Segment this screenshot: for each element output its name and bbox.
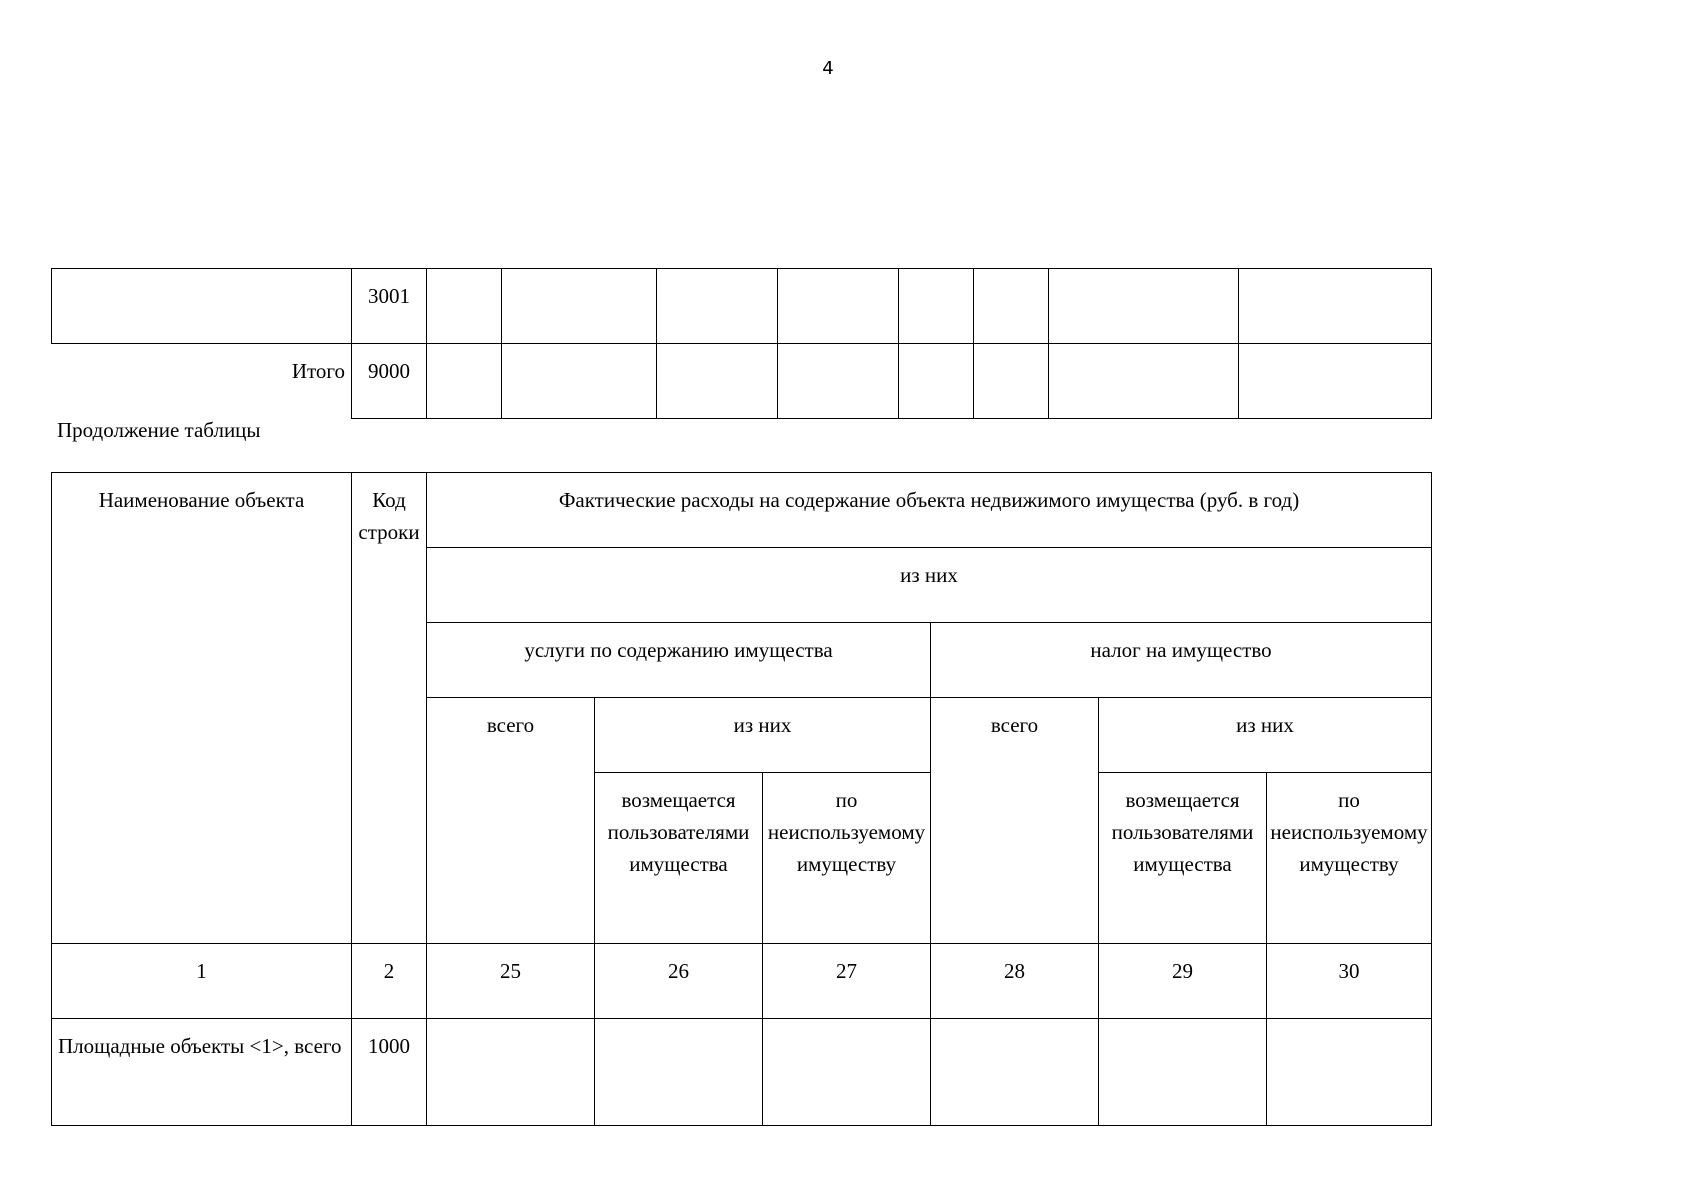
column-number: 27	[763, 944, 931, 1019]
header-tax-of-which: из них	[1099, 698, 1432, 773]
continuation-label: Продолжение таблицы	[57, 418, 261, 442]
header-services-reimbursed: возмещается пользователями имущества	[595, 773, 763, 944]
total-code-cell: 9000	[352, 344, 427, 419]
column-number: 29	[1099, 944, 1267, 1019]
table-row	[52, 1019, 1432, 1126]
total-row	[52, 344, 1432, 419]
header-tax-unused: по неиспользуемому имуществу	[1267, 773, 1432, 944]
object-name-cell	[52, 269, 352, 344]
column-numbers-row	[52, 944, 1432, 1019]
total-label-cell: Итого	[52, 344, 352, 419]
header-services-total: всего	[427, 698, 595, 944]
column-number: 2	[352, 944, 427, 1019]
header-of-which: из них	[427, 548, 1432, 623]
line-code-cell: 3001	[352, 269, 427, 344]
column-number: 28	[931, 944, 1099, 1019]
column-number: 30	[1267, 944, 1432, 1019]
expenses-table	[51, 472, 1432, 1126]
header-tax-total: всего	[931, 698, 1099, 944]
line-code-cell: 1000	[352, 1019, 427, 1126]
column-number: 1	[52, 944, 352, 1019]
header-tax-reimbursed: возмещается пользователями имущества	[1099, 773, 1267, 944]
header-maintenance-services: услуги по содержанию имущества	[427, 623, 931, 698]
header-property-tax: налог на имущество	[931, 623, 1432, 698]
column-number: 26	[595, 944, 763, 1019]
header-services-unused: по неиспользуемому имуществу	[763, 773, 931, 944]
header-services-of-which: из них	[595, 698, 931, 773]
header-line-code: Код строки	[352, 473, 427, 944]
page-number: 4	[822, 58, 834, 79]
top-table-fragment	[51, 268, 1432, 419]
header-object-name: Наименование объекта	[52, 473, 352, 944]
object-name-cell: Площадные объекты <1>, всего	[52, 1019, 352, 1126]
table-row	[52, 269, 1432, 344]
column-number: 25	[427, 944, 595, 1019]
header-actual-expenses: Фактические расходы на содержание объекта недвижимого имущества (руб. в год)	[427, 473, 1432, 548]
